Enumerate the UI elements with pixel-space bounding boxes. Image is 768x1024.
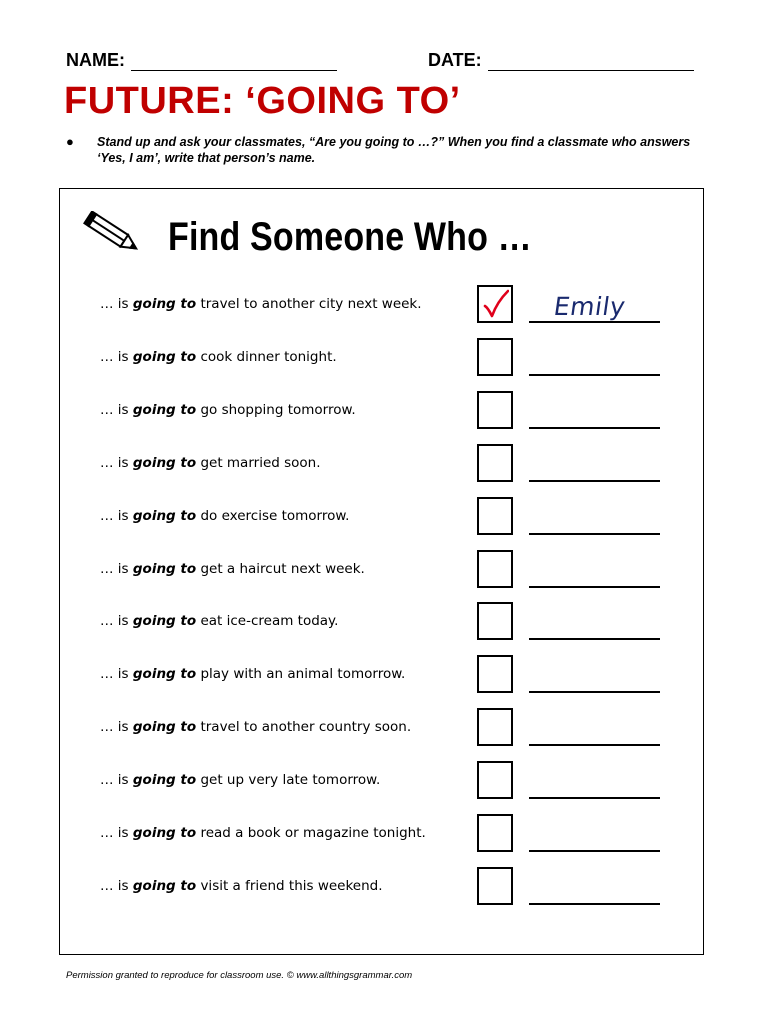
checkbox[interactable] [477,497,513,535]
item-rest: go shopping tomorrow. [196,401,356,418]
item-keyword: going to [132,877,197,894]
checkbox[interactable] [477,602,513,640]
item-prompt [100,613,338,629]
list-item [60,708,705,748]
item-prefix: … is [100,825,133,841]
list-item [60,391,705,431]
list-item [60,285,705,325]
list-item [60,655,705,695]
answer-line[interactable] [529,321,660,323]
item-keyword: going to [132,560,197,577]
checkbox[interactable] [477,391,513,429]
answer-line[interactable] [529,533,660,535]
item-prompt [100,296,422,312]
answer-line[interactable] [529,374,660,376]
date-input-line[interactable] [488,52,694,71]
answer-line[interactable] [529,850,660,852]
item-prompt [100,561,365,577]
answer-line[interactable] [529,480,660,482]
item-prefix: … is [100,348,133,365]
item-prompt [100,825,426,841]
answer-text: Emily [551,292,628,321]
item-rest: read a book or magazine tonight. [196,825,426,841]
date-label: DATE: [428,50,482,70]
item-prefix: … is [100,666,133,683]
answer-line[interactable] [529,797,660,799]
item-prompt [100,878,383,894]
item-keyword: going to [132,613,197,630]
checkbox[interactable] [477,444,513,482]
item-prompt [100,719,411,735]
answer-line[interactable] [529,638,660,640]
answer-line[interactable] [529,691,660,693]
item-keyword: going to [132,454,197,471]
checkbox[interactable] [477,550,513,588]
name-label: NAME: [66,50,125,70]
checkbox[interactable] [477,814,513,852]
item-rest: do exercise tomorrow. [196,507,350,524]
pencil-icon [82,211,142,257]
item-prefix: … is [100,772,133,789]
name-field [66,50,337,71]
item-keyword: going to [132,772,197,789]
item-keyword: going to [132,348,197,365]
item-prompt [100,508,349,524]
checkbox[interactable] [477,761,513,799]
item-rest: get up very late tomorrow. [196,772,381,789]
checkmark-icon [483,289,509,319]
item-rest: get married soon. [196,454,321,471]
item-prompt [100,349,337,365]
checkbox[interactable] [477,338,513,376]
item-rest: travel to another city next week. [196,296,422,312]
list-item [60,814,705,854]
list-item [60,550,705,590]
item-prefix: … is [100,560,133,577]
activity-title: Find Someone Who … [168,215,532,259]
item-rest: travel to another country soon. [196,719,412,736]
item-rest: cook dinner tonight. [196,348,337,365]
checkbox[interactable] [477,708,513,746]
date-field [428,50,694,71]
list-item [60,497,705,537]
item-keyword: going to [132,296,197,312]
item-prefix: … is [100,401,133,418]
item-keyword: going to [132,507,197,524]
instructions-text: Stand up and ask your classmates, “Are you going to …?” When you find a classmate who answers ‘Yes, I am’, write that person’s name. [97,135,691,165]
bullet-icon: ● [66,134,74,149]
header-row [66,50,706,76]
item-prefix: … is [100,877,133,894]
item-prefix: … is [100,719,133,736]
page-title: FUTURE: ‘GOING TO’ [64,80,461,122]
item-keyword: going to [132,401,197,418]
item-prefix: … is [100,454,133,471]
item-prefix: … is [100,507,133,524]
list-item [60,867,705,907]
item-prefix: … is [100,296,133,312]
list-item [60,761,705,801]
list-item [60,444,705,484]
checkbox[interactable] [477,655,513,693]
item-keyword: going to [132,719,197,736]
name-input-line[interactable] [131,52,337,71]
checkbox[interactable] [477,867,513,905]
list-item [60,602,705,642]
item-keyword: going to [132,666,197,683]
item-rest: visit a friend this weekend. [196,877,383,894]
item-keyword: going to [132,825,197,841]
item-prefix: … is [100,613,133,630]
list-item [60,338,705,378]
item-rest: eat ice-cream today. [196,613,339,630]
item-rest: play with an animal tomorrow. [196,666,406,683]
footer-permission: Permission granted to reproduce for classroom use. © www.allthingsgrammar.com [66,970,413,981]
answer-line[interactable] [529,744,660,746]
item-prompt [100,455,321,471]
item-rest: get a haircut next week. [196,560,365,577]
answer-line[interactable] [529,427,660,429]
answer-line[interactable] [529,903,660,905]
activity-box [59,188,704,955]
answer-line[interactable] [529,586,660,588]
item-prompt [100,402,356,418]
item-prompt [100,772,380,788]
checkbox[interactable] [477,285,513,323]
item-prompt [100,666,405,682]
